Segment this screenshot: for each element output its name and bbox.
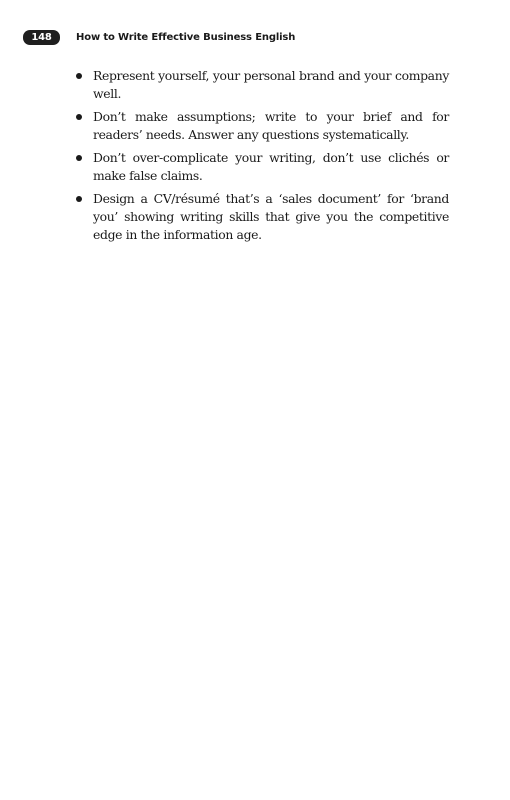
bullet-text: Don’t make assumptions; write to your brief and for readers’ needs. Answer any questions systematically.	[93, 109, 449, 142]
bullet-dot-icon	[76, 196, 82, 202]
bullet-item	[75, 67, 449, 103]
bullet-dot-icon	[76, 114, 82, 120]
bullet-item	[75, 149, 449, 185]
bullet-dot-icon	[76, 73, 82, 79]
bullet-text: Represent yourself, your personal brand and your company well.	[93, 68, 449, 101]
page-header	[23, 29, 295, 45]
bullet-dot-icon	[76, 155, 82, 161]
page-number-badge: 148	[23, 30, 60, 45]
bullet-text: Don’t over-complicate your writing, don’t use clichés or make false claims.	[93, 150, 449, 183]
bullet-item	[75, 190, 449, 244]
bullet-list	[75, 67, 449, 249]
running-title: How to Write Effective Business English	[76, 31, 296, 43]
bullet-item	[75, 108, 449, 144]
bullet-text: Design a CV/résumé that’s a ‘sales document’ for ‘brand you’ showing writing skills that give you the competitive edge in the information age.	[93, 191, 449, 242]
